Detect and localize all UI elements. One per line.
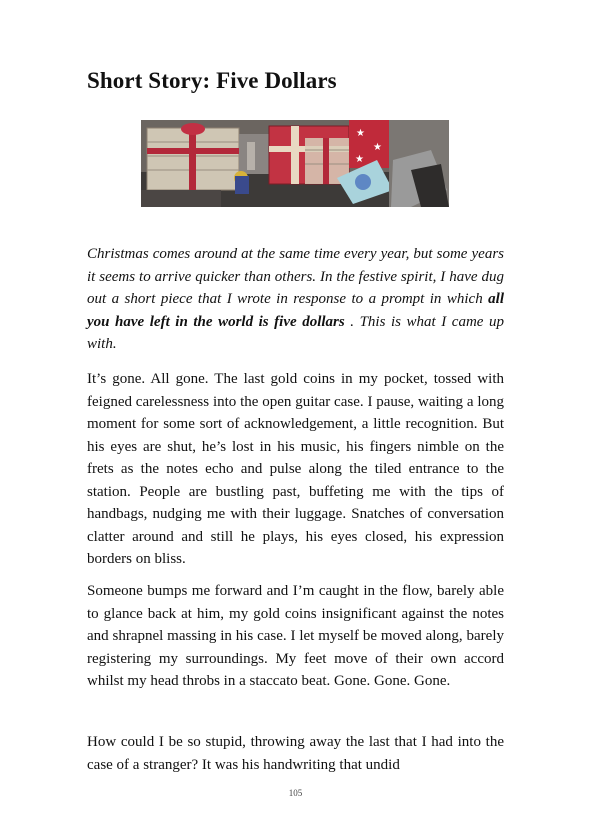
intro-text: Christmas comes around at the same time every year, but some years it seems to arrive quicker than others. In the festive spirit, I have dug out a short piece that I wrote in response to a prompt in which bbox=[87, 246, 504, 307]
svg-text:★: ★ bbox=[355, 154, 364, 165]
banner-illustration bbox=[141, 120, 449, 207]
svg-text:★: ★ bbox=[373, 142, 382, 153]
intro-paragraph bbox=[87, 243, 504, 356]
svg-text:★: ★ bbox=[356, 128, 365, 139]
story-paragraph: Someone bumps me forward and I’m caught in the flow, barely able to glance back at him, my gold coins insignificant against the notes and shrapnel massing in his case. I let myself be moved along, barely registering my surroundings. My feet move of their own accord whilst my head throbs in a staccato beat. Gone. Gone. Gone. bbox=[87, 583, 504, 689]
story-paragraph: It’s gone. All gone. The last gold coins in my pocket, tossed with feigned carelessness into the open guitar case. I pause, waiting a long moment for some sort of acknowledgement, a little recognition. But his eyes are shut, he’s lost in his music, his fingers nimble on the frets as the notes echo and pulse along the tiled entrance to the station. People are bustling past, buffeting me with the tips of handbags, nudging me with their luggage. Snatches of conversation clatter around and still he plays, his eyes closed, his expression borders on bliss. bbox=[87, 371, 504, 567]
story-paragraph: How could I be so stupid, throwing away the last that I had into the case of a stranger? It was his handwriting that undid bbox=[87, 734, 504, 773]
gift-packages-image-icon bbox=[141, 120, 449, 207]
page-number: 105 bbox=[288, 788, 303, 798]
intro-bold-prompt: all you have left in the world is five dollars bbox=[87, 291, 504, 330]
intro-text-end: . This is what I came up with. bbox=[87, 313, 505, 352]
page-title: Short Story: Five Dollars bbox=[87, 68, 337, 93]
